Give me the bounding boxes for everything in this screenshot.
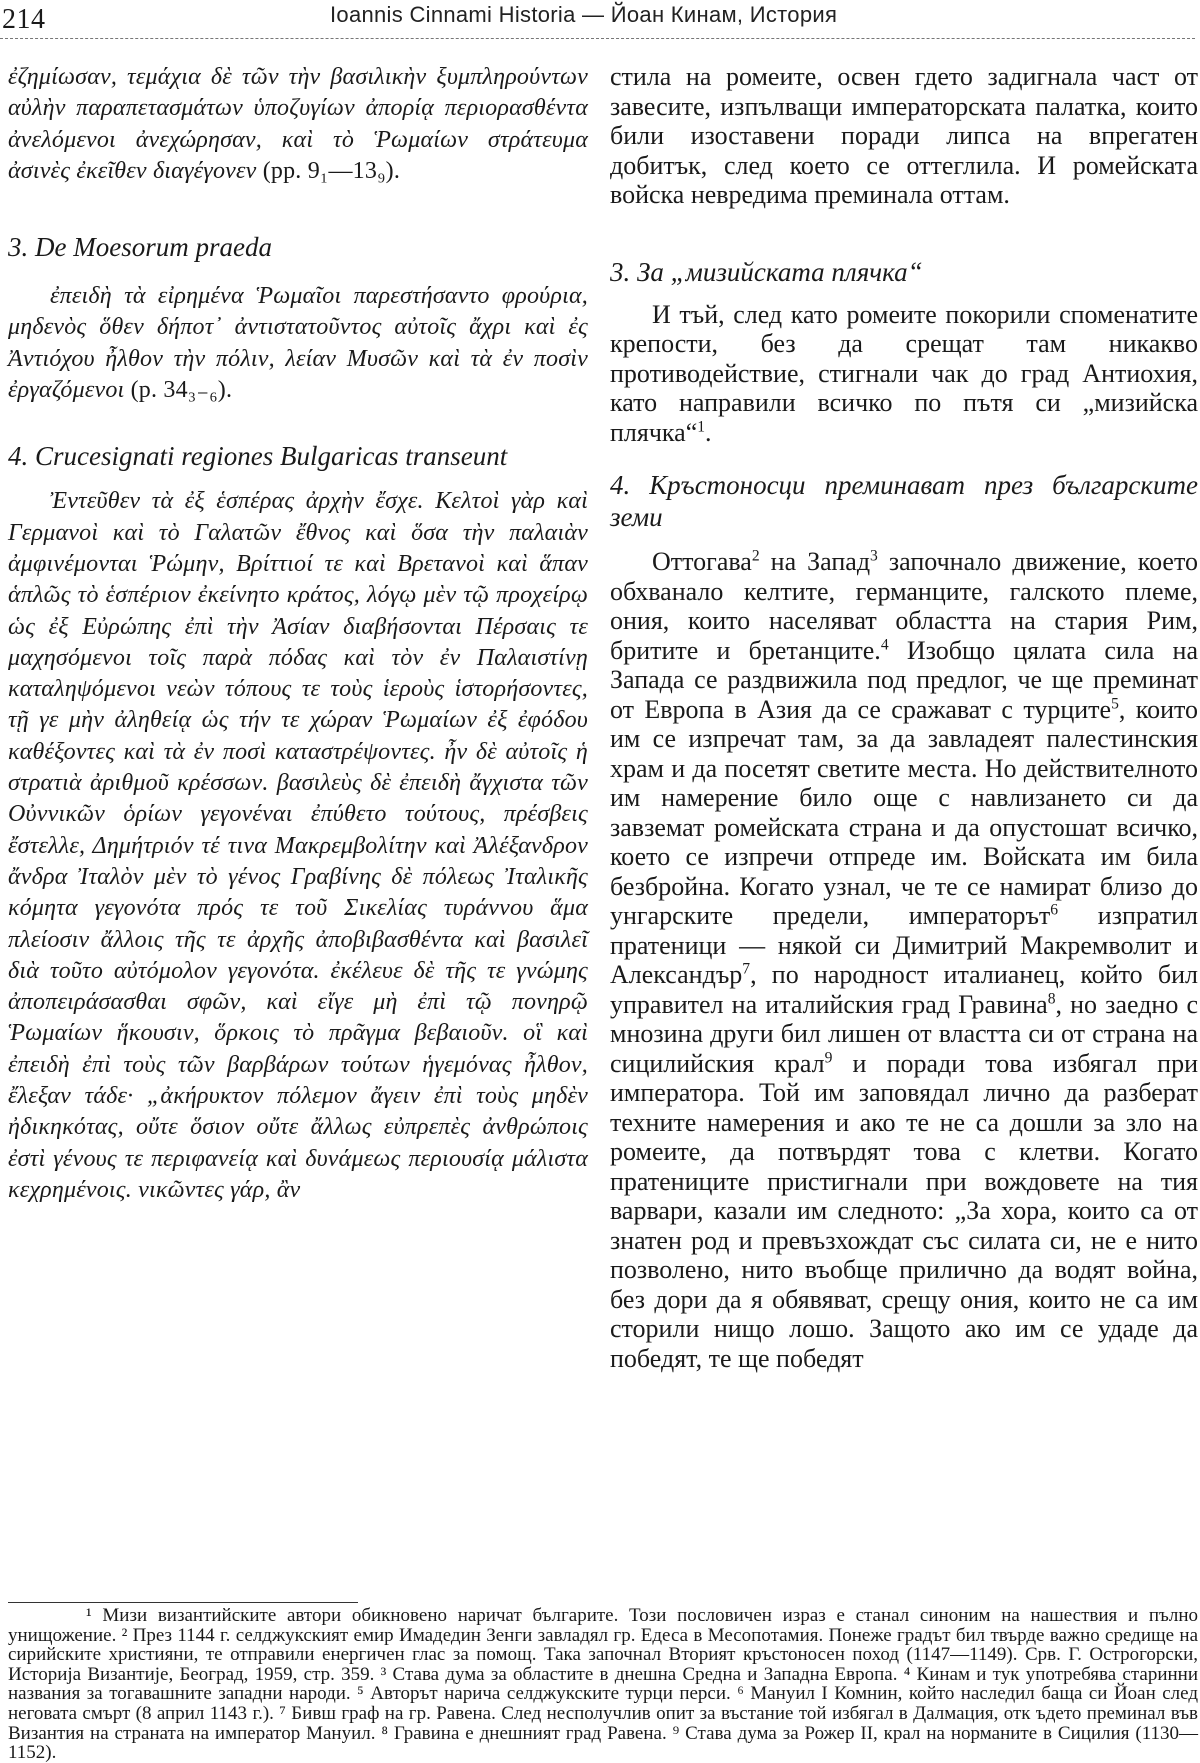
footnotes — [8, 1606, 1198, 1763]
footnote-ref-4: 4 — [880, 635, 889, 653]
greek-paragraph-3 — [8, 281, 588, 406]
bulgarian-column — [610, 62, 1198, 1373]
section-heading-4-latin: 4. Crucesignati regiones Bulgaricas transeunt — [8, 441, 508, 472]
greek-paragraph-4: Ἐντεῦθεν τὰ ἐξ ἑσπέρας ἀρχὴν ἔσχε. Κελτοὶ γὰρ καὶ Γερμανοὶ καὶ τὸ Γαλατῶν ἔθνος καὶ ὅσα τὴν παλαιὰν ἀμφινέμονται Ῥώμην, Βρίττιοί τε καὶ Βρετανοὶ καὶ ἅπαν ἁπλῶς τὸ ἑσπέριον ἐκείνητο κράτος, λόγῳ μὲν τῷ προχείρῳ ὡς ἐξ Εὐρώπης ἐπὶ τὴν Ἀσίαν διαβήσονται Πέρσαις τε μαχησόμενοι τοῖς παρὰ πόδας καὶ τὸν ἐν Παλαιστίνῃ καταληψόμενοι νεὼν τόπους τε τοὺς ἱεροὺς ἱστορήσοντες, τῇ γε μὴν ἀληθείᾳ ὡς τήν τε χώραν Ῥωμαίων ἐξ ἐφόδου καθέξοντες καὶ τὰ ἐν ποσὶ καταστρέψοντες. ἦν δὲ αὐτοῖς ἡ στρατιὰ ἀριθμοῦ κρέσσων. βασιλεὺς δὲ ἐπειδὴ ἄγχιστα τῶν Οὐννικῶν ὁρίων γεγονέναι ἐπύθετο τούτους, πρέσβεις ἔστελλε, Δημήτριόν τέ τινα Μακρεμβολίτην καὶ Ἀλέξανδρον ἄνδρα Ἰταλὸν μὲν τὸ γένος Γραβίνης δὲ πόλεως Ἰταλικῆς κόμητα γεγονότα πρός τε τοῦ Σικελίας τυράννου ἅμα πλείοσιν ἄλλοις τῆς τε ἀρχῆς ἀποβιβασθέντα καὶ βασιλεῖ διὰ τοῦτο αὐτόμολον γεγονότα. ἐκέλευε δὲ τῆς τε γνώμης ἀποπειράσασθαι σφῶν, καὶ εἴγε μὴ ἐπὶ τῷ πονηρῷ Ῥωμαίων ἥκουσιν, ὅρκοις τὸ πρᾶγμα βεβαιοῦν. οἳ καὶ ἐπειδὴ ἐπὶ τοὺς τῶν βαρβάρων τούτων ἡγεμόνας ἦλθον, ἔλεξαν τάδε· „ἀκήρυκτον πόλεμον ἄγειν ἐπὶ τοὺς μηδὲν ἠδικηκότας, οὔτε ὅσιον οὔτε ἄλλως εὐπρεπὲς ἀνθρώποις ἐστὶ γένους τε περιφανείᾳ καὶ δυνάμεως περιουσίᾳ μάλιστα κεχρημένοις. νικῶντες γάρ, ἂν — [8, 488, 588, 1203]
page-header — [0, 0, 1200, 40]
footnote-ref-9: 9 — [824, 1048, 833, 1066]
footnote-ref-2: 2 — [751, 547, 760, 565]
running-head: Ioannis Cinnami Historia — Йоан Кинам, История — [330, 2, 838, 27]
greek-ref-3: (p. 34₃₋₆). — [130, 377, 233, 404]
footnote-ref-5: 5 — [1111, 694, 1119, 712]
footnote-ref-1: 1 — [697, 417, 706, 435]
greek-column — [8, 62, 588, 1206]
footnote-ref-8: 8 — [1047, 989, 1056, 1007]
bulgarian-paragraph-3: И тъй, след като ромеите покорили споменатите крепости, без да срещат там никакво противодействие, стигнали чак до град Антиохия, като направили всичко по пътя си „мизийска плячка“$^1$. — [610, 299, 1198, 447]
greek-text-3: ἐπειδὴ τὰ εἰρημένα Ῥωμαῖοι παρεστήσαντο φρούρια, μηδενὸς ὅθεν δήποτ᾽ ἀντιστατοῦντος αὐτοῖς ἄχρι καὶ ἐς Ἀντιόχου ἦλθον τὴν πόλιν, λείαν Μυσῶν καὶ τὰ ἐν ποσὶν ἐργαζόμενοι — [8, 283, 588, 404]
footnote-ref-7: 7 — [742, 960, 751, 978]
section-heading-3-bulgarian: 3. За „мизийската плячка“ — [610, 256, 923, 287]
greek-ref-1: (pp. 9₁—13₉). — [262, 157, 401, 184]
greek-paragraph-1 — [8, 62, 588, 187]
footnote-ref-3: 3 — [870, 547, 878, 565]
footnote-text: ¹ Мизи византийските автори обикновено наричат българите. Този пословичен израз е станал синоним на нашествия и пълно унищожение. ² През 1144 г. селджукският емир Имадедин Зенги завладял гр. Едеса в Месопотамия. Понеже градът бил твърде важно средище на сирийските християни, те отправили енергичен глас за помощ. Така започнал Вторият кръстоносен поход (1147—1149). Срв. Г. Острогорски, Историја Византије, Београд, 1959, стр. 359. ³ Става дума за областите в днешна Средна и Западна Европа. ⁴ Кинам и тук употребява старинни названия за тогавашните западни народи. ⁵ Авторът нарича селджукските турци перси. ⁶ Мануил I Комнин, който наследил баща си Йоан след неговата смърт (8 април 1143 г.). ⁷ Бивш граф на гр. Равена. След несполучлив опит за въстание той избягал в Далмация, отк ъдето преминал във Византия на страната на император Мануил. ⁸ Гравина е днешният град Равена. ⁹ Става дума за Рожер II, крал на норманите в Сицилия (1130—1152). — [8, 1605, 1198, 1763]
section-heading-4-bulgarian: 4. Кръстоносци преминават през българските земи — [610, 470, 1198, 532]
footnote-ref-6: 6 — [1050, 901, 1059, 919]
bulgarian-paragraph-1: стила на ромеите, освен гдето задигнала част от завесите, изпълващи императорската палатка, които били изоставени поради липса на впрегатен добитък, след което се оттеглила. И ромейската войска невредима преминала оттам. — [610, 62, 1198, 209]
section-heading-3-latin: 3. De Moesorum praeda — [8, 232, 272, 263]
bulgarian-paragraph-4: Оттогава$^2$ на Запад$^3$ започнало движение, което обхванало келтите, германците, галското племе, ония, които населяват областта на стария Рим, бритите и бретанците.$^4$ Изобщо цялата сила на Запада се раздвижила под предлог, че ще преминат от Европа в Азия да се сражават с турците$^5$, които им се изпречат там, за да завладеят палестинския храм и да посетят светите места. Но действителното им намерение било още с навлизането си да завземат ромейската страна и да опустошат всичко, което се изпречи отпреде им. Войската им била безбройна. Когато узнал, че те се намират близо до унгарските предели, императорът$^6$ изпратил пратеници — някой си Димитрий Макремволит и Александър$^7$, по народност италианец, който бил управител на италийския град Гравина$^8$, но заедно с мнозина други бил лишен от властта си от страна на сицилийския крал$^9$ и поради това избягал при императора. Той им заповядал лично да разберат техните намерения и ако те не са дошли за зло на ромеите, да потвърдят това с клетви. Когато пратениците пристигнали при вождовете на тия варвари, казали им следното: „За хора, които са от знатен род и превъзхождат със силата си, не е нито позволено, нито въобще прилично да водят война, без дори да я обявяват, срещу ония, които не са им сторили нищо лошо. Защото ако им се удаде да победят, те ще победят — [610, 547, 1199, 1373]
greek-text-1: ἐζημίωσαν, τεμάχια δὲ τῶν τὴν βασιλικὴν ξυμπληρούντων αὐλὴν παραπετασμάτων ὑποζυγίων ἀπορίᾳ περιορασθέντα ἀνελόμενοι ἀνεχώρησαν, καὶ τὸ Ῥωμαίων στράτευμα ἀσινὲς ἐκεῖθεν διαγέγονεν — [8, 64, 588, 184]
header-rule — [0, 38, 1195, 39]
page-number: 214 — [2, 4, 46, 35]
footnote-rule — [8, 1602, 358, 1603]
